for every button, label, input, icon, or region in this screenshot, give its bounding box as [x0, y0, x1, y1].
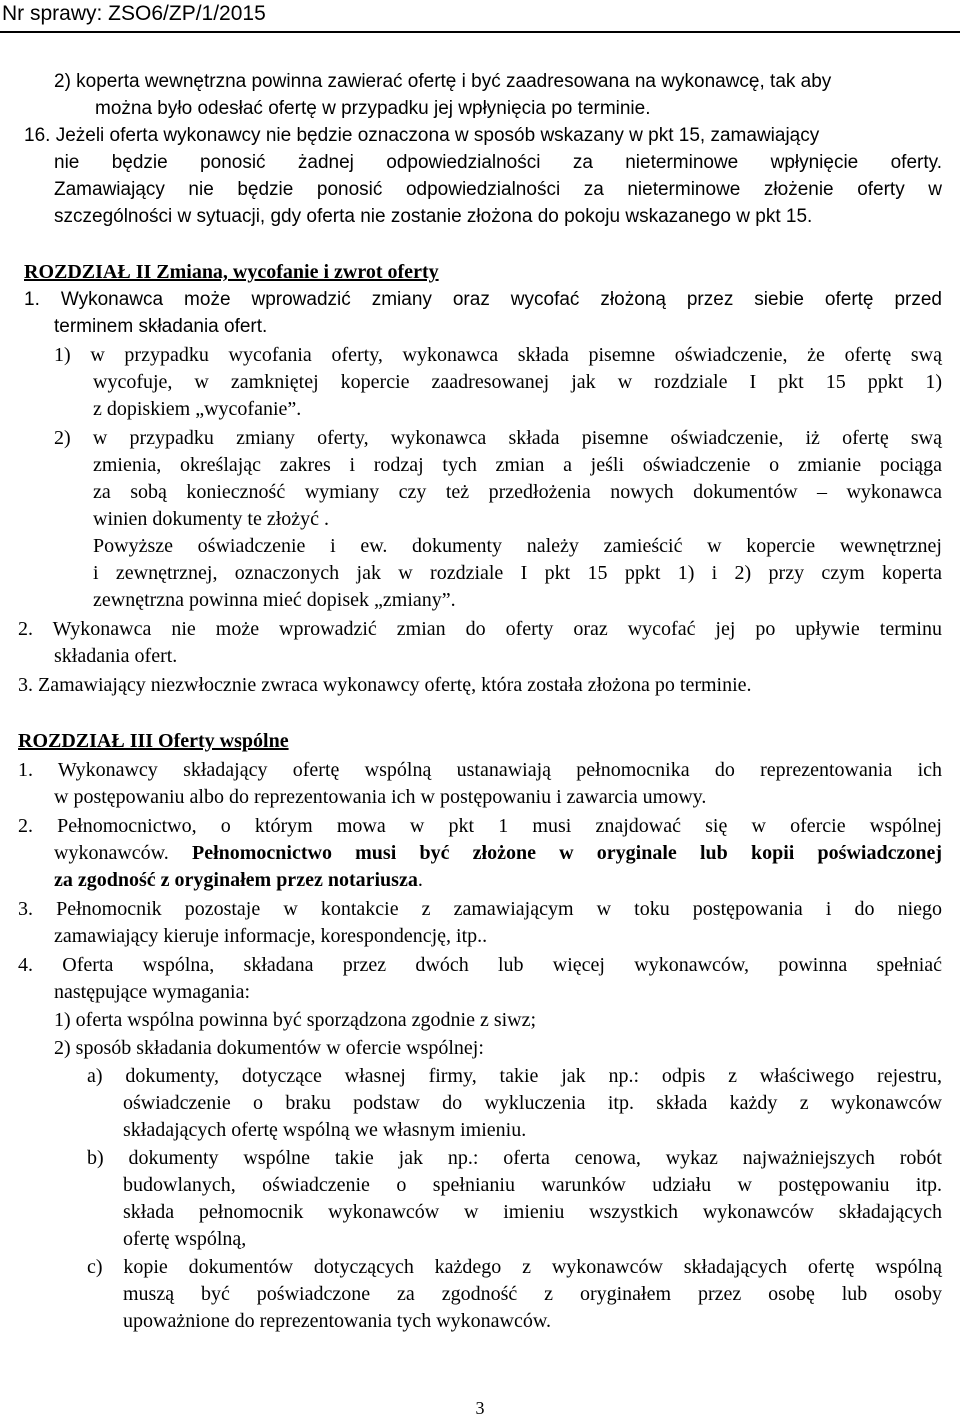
text-line: zmienia, określając zakres i rodzaj tych zmian a jeśli oświadczenie o zmianie pociąga [93, 454, 942, 476]
text-line [54, 840, 942, 867]
text-fragment: . [417, 869, 423, 891]
header-rule [0, 31, 960, 33]
text-line: 3. Zamawiający niezwłocznie zwraca wykonawcy ofertę, która została złożona po terminie. [18, 674, 752, 696]
text-line: Zamawiający nie będzie ponosić odpowiedzialności za nieterminowe złożenie oferty w [54, 179, 942, 200]
text-line: składania ofert. [54, 645, 178, 667]
text-line [54, 867, 423, 894]
text-line: 1. Wykonawca może wprowadzić zmiany oraz wycofać złożoną przez siebie ofertę przed [24, 289, 942, 310]
text-line: 2. Wykonawca nie może wprowadzić zmian do oferty oraz wycofać jej po upływie terminu [18, 618, 942, 640]
text-line: terminem składania ofert. [54, 316, 268, 337]
text-line: muszą być poświadczone za zgodność z oryginałem przez osobę lub osoby [123, 1283, 942, 1305]
text-line: zewnętrzna powinna mieć dopisek „zmiany”. [93, 589, 456, 611]
text-line: 2) koperta wewnętrzna powinna zawierać ofertę i być zaadresowana na wykonawcę, tak aby [54, 71, 832, 92]
text-line: Powyższe oświadczenie i ew. dokumenty należy zamieścić w kopercie wewnętrznej [93, 535, 942, 557]
text-line: 3. Pełnomocnik pozostaje w kontakcie z zamawiającym w toku postępowania i do niego [18, 898, 942, 920]
text-line: za sobą konieczność wymiany czy też przedłożenia nowych dokumentów – wykonawca [93, 481, 942, 503]
section-heading-rozdzial-2: ROZDZIAŁ II Zmiana, wycofanie i zwrot oferty [24, 261, 439, 283]
text-line: wycofuje, w zamkniętej kopercie zaadresowanej jak w rozdziale I pkt 15 ppkt 1) [93, 371, 942, 393]
text-line: 2) w przypadku zmiany oferty, wykonawca składa pisemne oświadczenie, iż ofertę swą [54, 427, 942, 449]
text-fragment: wykonawców. [54, 842, 192, 864]
text-line: c) kopie dokumentów dotyczących każdego z wykonawców składających ofertę wspólną [87, 1256, 942, 1278]
text-line: 4. Oferta wspólna, składana przez dwóch lub więcej wykonawców, powinna spełniać [18, 954, 942, 976]
case-number-header: Nr sprawy: ZSO6/ZP/1/2015 [2, 2, 266, 25]
text-line: 1) oferta wspólna powinna być sporządzona zgodnie z siwz; [54, 1009, 537, 1031]
section-heading-rozdzial-3: ROZDZIAŁ III Oferty wspólne [18, 730, 289, 752]
bold-fragment: Pełnomocnictwo musi być złożone w oryginale lub kopii poświadczonej [191, 842, 942, 864]
text-line: można było odesłać ofertę w przypadku jej wpłynięcia po terminie. [95, 98, 651, 119]
bold-fragment: za zgodność z oryginałem przez notariusza [54, 869, 418, 891]
page-number: 3 [475, 1398, 485, 1418]
text-line: następujące wymagania: [54, 981, 251, 1003]
text-line: upoważnione do reprezentowania tych wykonawców. [123, 1310, 551, 1332]
text-line: nie będzie ponosić żadnej odpowiedzialności za nieterminowe wpłynięcie oferty. [54, 152, 942, 173]
text-line: 16. Jeżeli oferta wykonawcy nie będzie oznaczona w sposób wskazany w pkt 15, zamawiający [24, 125, 820, 146]
text-line: 1) w przypadku wycofania oferty, wykonawca składa pisemne oświadczenie, że ofertę swą [54, 344, 942, 366]
text-line: w postępowaniu albo do reprezentowania ich w postępowaniu i zawarcia umowy. [54, 786, 707, 808]
text-line: oświadczenie o braku podstaw do wykluczenia itp. składa każdy z wykonawców [123, 1092, 942, 1114]
text-line: winien dokumenty te złożyć . [93, 508, 330, 530]
text-line: budowlanych, oświadczenie o spełnianiu warunków udziału w postępowaniu itp. [123, 1174, 942, 1196]
text-line: i zewnętrznej, oznaczonych jak w rozdziale I pkt 15 ppkt 1) i 2) przy czym koperta [93, 562, 942, 584]
text-line: a) dokumenty, dotyczące własnej firmy, takie jak np.: odpis z właściwego rejestru, [87, 1065, 942, 1087]
text-line: składających ofertę wspólną we własnym imieniu. [123, 1119, 527, 1141]
text-line: zamawiający kieruje informacje, korespondencję, itp.. [54, 925, 488, 947]
text-line: b) dokumenty wspólne takie jak np.: oferta cenowa, wykaz najważniejszych robót [87, 1147, 942, 1169]
text-line: 2. Pełnomocnictwo, o którym mowa w pkt 1 musi znajdować się w ofercie wspólnej [18, 815, 942, 837]
text-line: ofertę wspólną, [123, 1228, 247, 1250]
text-line: 1. Wykonawcy składający ofertę wspólną ustanawiają pełnomocnika do reprezentowania ich [18, 759, 942, 781]
text-line: składa pełnomocnik wykonawców w imieniu wszystkich wykonawców składających [123, 1201, 942, 1223]
text-line: 2) sposób składania dokumentów w ofercie wspólnej: [54, 1037, 484, 1059]
text-line: z dopiskiem „wycofanie”. [93, 398, 302, 420]
text-line: szczególności w sytuacji, gdy oferta nie zostanie złożona do pokoju wskazanego w pkt 15. [54, 206, 813, 227]
